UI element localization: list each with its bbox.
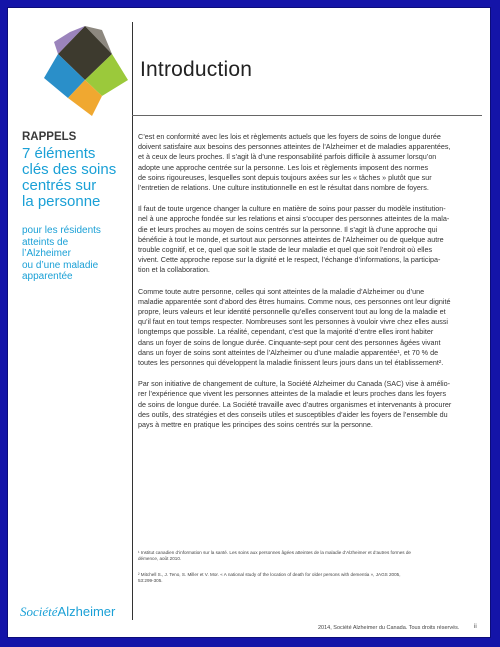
puzzle-logo-icon [40, 22, 130, 118]
paragraph-1: C’est en conformité avec les lois et règlements actuels que les foyers de soins de longue durée doivent satisfaire aux besoins des personnes atteintes de l’Alzheimer et de maladies apparentées, et à ceux de leurs proches. Il s’agit là d’une responsabilité parfois difficile à assumer lorsqu’on adopte une approche centrée sur la personne. Les lois et règlements imposent des normes de soins rigoureuses, lesquelles sont depuis toujours axées sur les « tâches » plutôt que sur l’entretien de relations. Une culture institutionnelle en est le résultat dans nombre de foyers. [138, 132, 451, 193]
paragraph-4: Par son initiative de changement de culture, la Société Alzheimer du Canada (SAC) vise à amélio- rer l’expérience que vivent les personnes atteintes de la maladie et leurs proches dans les foyers de soins de longue durée. La Société travaille avec d’autres organismes et intervenants à procurer des outils, des stratégies et des conseils utiles et susceptibles d’aider les foyers de l’ensemble du pays à mettre en pratique les principes des soins centrés sur la personne. [138, 379, 452, 430]
copyright-footer: 2014, Société Alzheimer du Canada. Tous droits réservés. [318, 625, 460, 631]
document-page [8, 8, 490, 637]
horizontal-divider [132, 115, 482, 116]
footnote-2: ² Mitchell S., J. Teno, S. Miller et V. Mor. « A national study of the location of death for older persons with dementia », JAGS 2005, 53:299-305. [138, 572, 401, 583]
footnote-1: ¹ Institut canadien d’information sur la santé. Les soins aux personnes âgées atteintes de la maladie d’Alzheimer et d’autres formes de démence, août 2010. [138, 550, 411, 561]
section-label: RAPPELS [22, 131, 77, 143]
page-number: ii [474, 624, 477, 630]
sidebar-heading: 7 éléments clés des soins centrés sur la personne [22, 145, 117, 210]
body-text [138, 132, 482, 441]
brand-logo-text: SociétéAlzheimer [20, 604, 116, 619]
paragraph-3: Comme toute autre personne, celles qui sont atteintes de la maladie d’Alzheimer ou d’une maladie apparentée sont d’abord des êtres humains. Comme nous, ces personnes ont leur dignité propre, leurs valeurs et leur identité personnelle qu’elles conservent tout au long de la maladie et qu’il faut en tout temps respecter. Nombreuses sont les personnes à vouloir vivre chez elles aussi longtemps que possible. La réalité, cependant, c’est que la majorité d’entre elles iront habiter dans un foyer de soins de longue durée. Cinquante-sept pour cent des personnes âgées vivant dans un foyer de soins sont atteintes de l’Alzheimer ou d’une maladie apparentée¹, et 70 % de toutes les personnes qui développent la maladie finissent leurs jours dans un tel établissement². [138, 286, 451, 368]
paragraph-2: Il faut de toute urgence changer la culture en matière de soins pour passer du modèle institution- nel à une approche fondée sur les relations et ainsi s’occuper des personnes atteintes de la mala- die et leurs proches au moyen de soins centrés sur la personne. Il s’agit là d’une approche qui bénéficie à tout le monde, et surtout aux personnes atteintes de l’Alzheimer ou de quelque autre trouble cognitif, et ce, quel que soit le stade de leur maladie et quel que soit l’endroit où elles vivent. Cette approche repose sur la dignité et le respect, l’échange d’informations, la participa- tion et la collaboration. [138, 204, 450, 275]
page-title: Introduction [140, 58, 253, 81]
vertical-divider [132, 22, 133, 620]
sidebar-subheading: pour les résidents atteints de l’Alzheimer ou d’une maladie apparentée [22, 225, 101, 282]
